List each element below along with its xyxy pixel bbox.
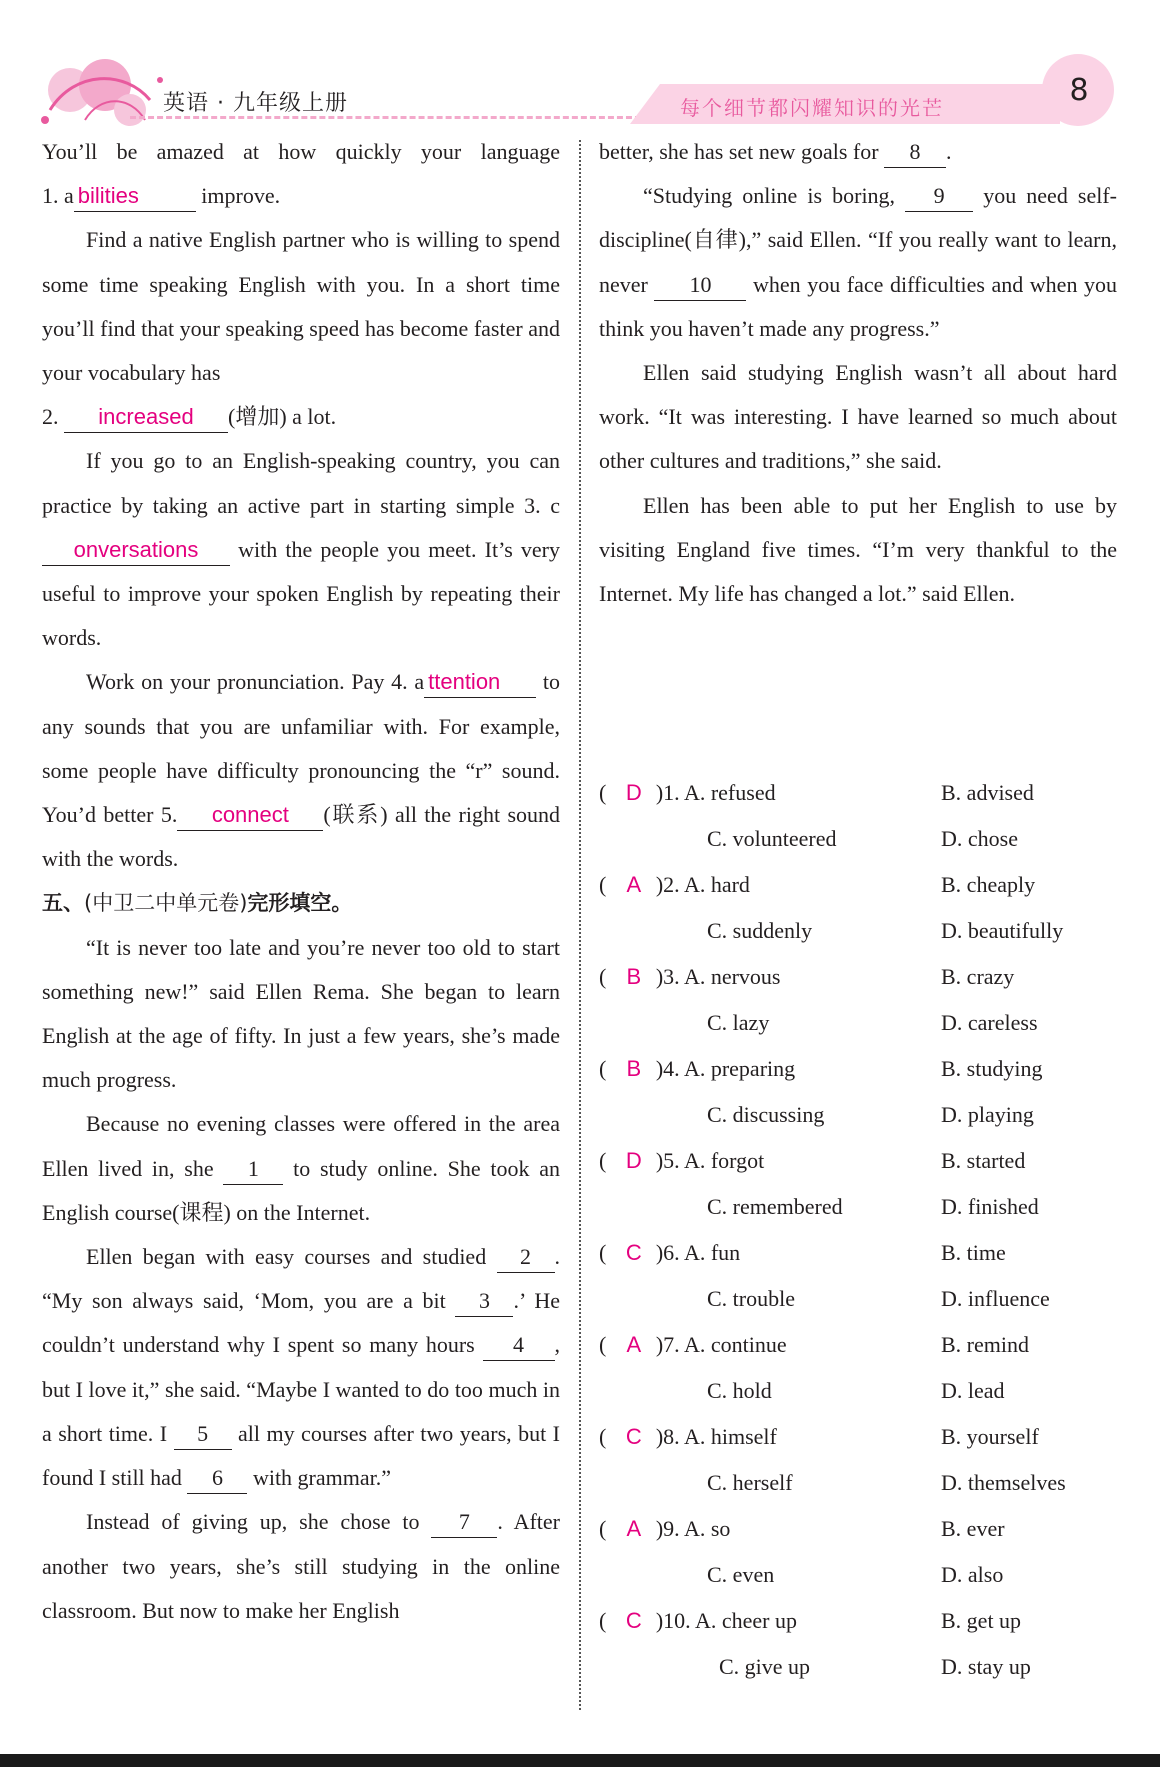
- text: with grammar.”: [252, 1465, 392, 1491]
- cloze-blank-7: 7: [431, 1507, 497, 1538]
- question-number: 8.: [663, 1424, 680, 1449]
- option-d: D. lead: [941, 1378, 1005, 1403]
- paragraph: [599, 130, 1117, 174]
- text: If you go to an English-speaking country, you can practice by taking an active part in starting simple: [42, 448, 560, 518]
- text: Because no evening classes were offered in the area Ellen lived in, she: [42, 1111, 560, 1181]
- option-c: C. even: [707, 1562, 775, 1587]
- text: (增加) a lot.: [228, 404, 337, 430]
- question-number: 10.: [663, 1608, 691, 1633]
- answer-letter: C: [625, 1240, 642, 1265]
- answer-letter: B: [626, 964, 642, 989]
- cloze-blank-1: 1: [223, 1154, 283, 1185]
- question-number: 2.: [663, 872, 680, 897]
- text: “It is never too late and you’re never too old to start something new!” said Ellen Rema. She began to learn English at the age of fifty. In just a few years, she’s made much progress.: [42, 934, 560, 1093]
- question-item: [599, 770, 1139, 862]
- option-a: A. so: [683, 1516, 731, 1541]
- question-item: [599, 954, 1139, 1046]
- question-number: 9.: [663, 1516, 680, 1541]
- paragraph: [42, 395, 560, 439]
- option-d: D. influence: [941, 1286, 1050, 1311]
- text: Find a native English partner who is willing to spend some time speaking English with you. In a short time you’ll find that your speaking speed has become faster and your vocabulary has: [42, 227, 560, 386]
- text: . “My son always said, ‘Mom, you are a bit: [42, 1244, 560, 1314]
- section-heading: [42, 881, 560, 925]
- option-b: B. studying: [941, 1056, 1043, 1081]
- question-number: 6.: [663, 1240, 680, 1265]
- answer-letter: A: [626, 1516, 642, 1541]
- blank-number: 3. c: [524, 492, 561, 518]
- question-item: [599, 1138, 1139, 1230]
- text: you need self-discipline(自律),” said Ellen. “If you really want to learn, never: [599, 183, 1117, 297]
- bottom-edge-bar: [0, 1754, 1160, 1767]
- question-row: ( B )3. A. nervous: [599, 954, 781, 1000]
- question-item: [599, 862, 1139, 954]
- right-column: [599, 130, 1117, 616]
- option-a: A. continue: [683, 1332, 787, 1357]
- question-row: ( C )8. A. himself: [599, 1414, 777, 1460]
- option-d: D. playing: [941, 1102, 1034, 1127]
- text: improve.: [201, 183, 281, 209]
- paragraph: [42, 1235, 560, 1500]
- page-header: [0, 0, 1160, 130]
- blank-number: 2.: [42, 404, 59, 430]
- answer-letter: C: [625, 1608, 642, 1633]
- paragraph: [599, 484, 1117, 617]
- option-d: D. beautifully: [941, 918, 1064, 943]
- option-a: A. fun: [683, 1240, 741, 1265]
- option-c: C. give up: [719, 1654, 811, 1679]
- option-a: A. refused: [683, 780, 776, 805]
- question-options: [599, 770, 1139, 1690]
- answer-blank-4: ttention: [424, 667, 536, 698]
- paragraph: [42, 439, 560, 660]
- section-source: (中卫二中单元卷): [84, 891, 248, 916]
- option-c: C. hold: [707, 1378, 772, 1403]
- option-a: A. preparing: [683, 1056, 796, 1081]
- book-title: 英语 · 九年级上册: [163, 91, 348, 116]
- paragraph: [42, 926, 560, 1103]
- option-b: B. yourself: [941, 1424, 1039, 1449]
- answer-blank-1: bilities: [74, 181, 196, 212]
- text: to any sounds that you are unfamiliar with. For example, some people have difficulty pronouncing the “r” sound. You’d better: [42, 669, 560, 828]
- question-row: ( A )2. A. hard: [599, 862, 750, 908]
- option-c: C. lazy: [707, 1010, 770, 1035]
- text: all my courses after two years, but I found I still had: [42, 1420, 561, 1491]
- question-item: [599, 1230, 1139, 1322]
- question-item: [599, 1322, 1139, 1414]
- option-b: B. cheaply: [941, 872, 1036, 897]
- paragraph: [42, 218, 560, 395]
- cloze-blank-4: 4: [483, 1330, 555, 1361]
- answer-letter: A: [626, 872, 642, 897]
- question-row: ( D )1. A. refused: [599, 770, 776, 816]
- paragraph: [599, 351, 1117, 484]
- paragraph: [599, 174, 1117, 351]
- answer-letter: B: [626, 1056, 642, 1081]
- question-row: ( C )10. A. cheer up: [599, 1598, 797, 1644]
- cloze-blank-5: 5: [174, 1419, 232, 1450]
- text: . After another two years, she’s still studying in the online classroom. But now to make her English: [42, 1509, 561, 1623]
- cloze-blank-9: 9: [905, 181, 973, 212]
- paragraph: [42, 1102, 560, 1235]
- text: .’ He couldn’t understand why I spent so many hours: [42, 1288, 560, 1358]
- option-d: D. finished: [941, 1194, 1039, 1219]
- question-row: ( C )6. A. fun: [599, 1230, 740, 1276]
- answer-letter: D: [625, 1148, 642, 1173]
- cloze-blank-6: 6: [187, 1463, 247, 1494]
- text: Ellen said studying English wasn’t all about hard work. “It was interesting. I have learned so much about other cultures and traditions,” she said.: [599, 360, 1117, 474]
- option-b: B. crazy: [941, 964, 1015, 989]
- question-item: [599, 1506, 1139, 1598]
- section-number: 五、: [42, 891, 84, 916]
- left-column: [42, 130, 560, 1633]
- option-b: B. time: [941, 1240, 1006, 1265]
- cloze-blank-10: 10: [654, 270, 746, 301]
- paragraph: [42, 130, 560, 174]
- cloze-blank-2: 2: [497, 1242, 555, 1273]
- option-d: D. also: [941, 1562, 1004, 1587]
- option-b: B. get up: [941, 1608, 1022, 1633]
- option-b: B. remind: [941, 1332, 1029, 1357]
- answer-letter: D: [625, 780, 642, 805]
- paragraph: [42, 174, 560, 218]
- text: with the people you meet. It’s very useful to improve your spoken English by repeating their words.: [42, 536, 561, 651]
- question-number: 4.: [663, 1056, 680, 1081]
- option-a: A. hard: [683, 872, 750, 897]
- text: .: [946, 139, 952, 164]
- option-a: A. cheer up: [694, 1608, 797, 1633]
- question-number: 1.: [663, 780, 680, 805]
- paragraph: [42, 660, 560, 881]
- option-d: D. careless: [941, 1010, 1038, 1035]
- text: Ellen has been able to put her English to use by visiting England five times. “I’m very thankful to the Internet. My life has changed a lot.” said Ellen.: [599, 492, 1117, 607]
- answer-blank-3: onversations: [42, 535, 230, 566]
- paragraph: [42, 1500, 560, 1633]
- text: when you face difficulties and when you think you haven’t made any progress.”: [599, 271, 1118, 341]
- answer-blank-5: connect: [177, 800, 323, 831]
- option-a: A. himself: [683, 1424, 777, 1449]
- text: “Studying online is boring,: [643, 183, 896, 209]
- question-item: [599, 1598, 1139, 1690]
- option-b: B. started: [941, 1148, 1026, 1173]
- option-d: D. chose: [941, 826, 1018, 851]
- option-d: D. stay up: [941, 1654, 1031, 1679]
- answer-letter: C: [625, 1424, 642, 1449]
- question-item: [599, 1046, 1139, 1138]
- option-d: D. themselves: [941, 1470, 1066, 1495]
- question-item: [599, 1414, 1139, 1506]
- blank-number: 4. a: [391, 669, 425, 695]
- text: (联系) all the right sound with the words.: [42, 802, 561, 872]
- text: , but I love it,” she said. “Maybe I wanted to do too much in a short time. I: [42, 1332, 560, 1446]
- question-row: ( D )5. A. forgot: [599, 1138, 764, 1184]
- answer-blank-2: increased: [64, 402, 228, 433]
- question-number: 7.: [663, 1332, 680, 1357]
- text: better, she has set new goals for: [599, 139, 879, 164]
- option-c: C. trouble: [707, 1286, 795, 1311]
- cloze-blank-8: 8: [884, 137, 946, 168]
- blank-number: 5.: [160, 802, 178, 828]
- text: You’ll be amazed at how quickly your language: [42, 139, 560, 164]
- option-c: C. remembered: [707, 1194, 843, 1219]
- option-c: C. suddenly: [707, 918, 813, 943]
- header-slogan: 每个细节都闪耀知识的光芒: [680, 96, 944, 120]
- column-divider: [579, 140, 581, 1710]
- question-number: 3.: [663, 964, 680, 989]
- cloze-blank-3: 3: [455, 1286, 513, 1317]
- option-b: B. advised: [941, 780, 1034, 805]
- option-a: A. forgot: [683, 1148, 765, 1173]
- option-c: C. herself: [707, 1470, 793, 1495]
- text: to study online. She took an English course(课程) on the Internet.: [42, 1155, 561, 1225]
- option-a: A. nervous: [683, 964, 781, 989]
- page-number: 8: [1069, 73, 1089, 108]
- section-title: 完形填空。: [247, 891, 353, 916]
- question-row: ( A )7. A. continue: [599, 1322, 787, 1368]
- option-c: C. discussing: [707, 1102, 825, 1127]
- text: Instead of giving up, she chose to: [86, 1509, 420, 1535]
- blank-number: 1. a: [42, 183, 74, 209]
- question-row: ( B )4. A. preparing: [599, 1046, 795, 1092]
- question-number: 5.: [663, 1148, 680, 1173]
- text: Work on your pronunciation. Pay: [86, 669, 385, 695]
- option-b: B. ever: [941, 1516, 1005, 1541]
- option-c: C. volunteered: [707, 826, 837, 851]
- question-row: ( A )9. A. so: [599, 1506, 730, 1552]
- answer-letter: A: [626, 1332, 642, 1357]
- text: Ellen began with easy courses and studied: [86, 1244, 487, 1270]
